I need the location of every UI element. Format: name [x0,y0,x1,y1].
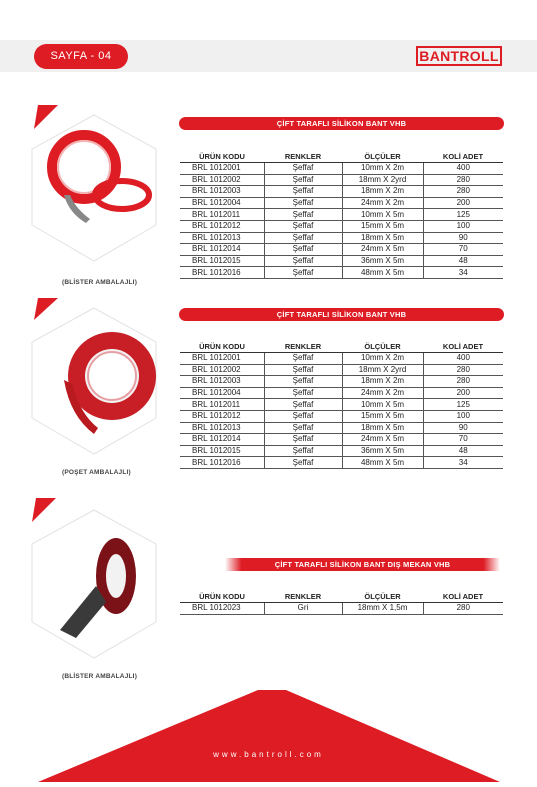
brand-logo-text: BANTROLL [419,48,499,64]
size-cell: 18mm X 5m [342,422,423,434]
qty-cell: 34 [423,457,503,469]
table-row [180,387,503,399]
product-code-cell: BRL 1012003 [180,376,264,388]
product-code-cell: BRL 1012004 [180,197,264,209]
col-header-qty: KOLİ ADET [423,591,503,603]
size-cell: 36mm X 5m [342,255,423,267]
product-code-cell: BRL 1012013 [180,422,264,434]
qty-cell: 400 [423,163,503,175]
size-cell: 18mm X 2m [342,376,423,388]
qty-cell: 90 [423,232,503,244]
qty-cell: 280 [423,174,503,186]
caption-2: (POŞET AMBALAJLI) [62,469,131,476]
caption-1: (BLİSTER AMBALAJLI) [62,279,138,286]
table-row [180,267,503,279]
qty-cell: 100 [423,220,503,232]
size-cell: 10mm X 5m [342,209,423,221]
product-code-cell: BRL 1012014 [180,434,264,446]
product-code-cell: BRL 1012011 [180,209,264,221]
table-row [180,353,503,365]
col-header-code: ÜRÜN KODU [180,341,264,353]
col-header-size: ÖLÇÜLER [342,591,423,603]
qty-cell: 48 [423,255,503,267]
col-header-code: ÜRÜN KODU [180,151,264,163]
qty-cell: 280 [423,364,503,376]
qty-cell: 125 [423,399,503,411]
product-code-cell: BRL 1012012 [180,410,264,422]
table-row [180,434,503,446]
caption-3: (BLİSTER AMBALAJLI) [62,673,138,680]
qty-cell: 70 [423,434,503,446]
table-row [180,197,503,209]
size-cell: 10mm X 5m [342,399,423,411]
qty-cell: 400 [423,353,503,365]
color-cell: Şeffaf [264,399,342,411]
color-cell: Şeffaf [264,186,342,198]
table-row [180,603,503,615]
size-cell: 24mm X 2m [342,197,423,209]
color-cell: Şeffaf [264,376,342,388]
product-code-cell: BRL 1012001 [180,353,264,365]
page-label: SAYFA - 04 [34,44,128,69]
col-header-qty: KOLİ ADET [423,341,503,353]
table-row [180,364,503,376]
color-cell: Şeffaf [264,255,342,267]
product-code-cell: BRL 1012016 [180,267,264,279]
qty-cell: 70 [423,244,503,256]
col-header-size: ÖLÇÜLER [342,151,423,163]
product-code-cell: BRL 1012012 [180,220,264,232]
product-code-cell: BRL 1012015 [180,445,264,457]
color-cell: Şeffaf [264,220,342,232]
color-cell: Şeffaf [264,410,342,422]
product-code-cell: BRL 1012014 [180,244,264,256]
size-cell: 24mm X 2m [342,387,423,399]
product-code-cell: BRL 1012015 [180,255,264,267]
qty-cell: 34 [423,267,503,279]
table-row [180,163,503,175]
size-cell: 15mm X 5m [342,410,423,422]
table-row [180,220,503,232]
table-row [180,445,503,457]
table-row [180,209,503,221]
color-cell: Şeffaf [264,457,342,469]
product-code-cell: BRL 1012023 [180,603,264,615]
product-table-2 [180,341,503,469]
size-cell: 15mm X 5m [342,220,423,232]
qty-cell: 200 [423,197,503,209]
qty-cell: 280 [423,376,503,388]
color-cell: Şeffaf [264,174,342,186]
color-cell: Şeffaf [264,197,342,209]
size-cell: 48mm X 5m [342,457,423,469]
product-code-cell: BRL 1012013 [180,232,264,244]
product-code-cell: BRL 1012011 [180,399,264,411]
size-cell: 36mm X 5m [342,445,423,457]
table-row [180,255,503,267]
table-row [180,457,503,469]
col-header-size: ÖLÇÜLER [342,341,423,353]
size-cell: 10mm X 2m [342,163,423,175]
size-cell: 18mm X 2m [342,186,423,198]
size-cell: 18mm X 5m [342,232,423,244]
brand-logo [416,46,502,66]
product-code-cell: BRL 1012016 [180,457,264,469]
qty-cell: 280 [423,603,503,615]
section-title-3: ÇİFT TARAFLI SİLİKON BANT DIŞ MEKAN VHB [225,558,500,571]
qty-cell: 125 [423,209,503,221]
qty-cell: 90 [423,422,503,434]
product-code-cell: BRL 1012002 [180,174,264,186]
footer-website: www.bantroll.com [213,750,324,759]
table-row [180,422,503,434]
color-cell: Şeffaf [264,434,342,446]
size-cell: 18mm X 2yrd [342,364,423,376]
product-code-cell: BRL 1012004 [180,387,264,399]
product-table-1 [180,151,503,279]
color-cell: Gri [264,603,342,615]
section-title-2: ÇİFT TARAFLI SİLİKON BANT VHB [179,308,504,321]
qty-cell: 48 [423,445,503,457]
size-cell: 18mm X 1,5m [342,603,423,615]
col-header-color: RENKLER [264,341,342,353]
product-code-cell: BRL 1012001 [180,163,264,175]
size-cell: 48mm X 5m [342,267,423,279]
table-row [180,244,503,256]
color-cell: Şeffaf [264,267,342,279]
qty-cell: 280 [423,186,503,198]
footer-shape [0,690,537,782]
size-cell: 10mm X 2m [342,353,423,365]
color-cell: Şeffaf [264,353,342,365]
size-cell: 24mm X 5m [342,244,423,256]
product-image-1 [24,103,164,273]
color-cell: Şeffaf [264,209,342,221]
qty-cell: 200 [423,387,503,399]
color-cell: Şeffaf [264,445,342,457]
color-cell: Şeffaf [264,364,342,376]
table-row [180,376,503,388]
col-header-color: RENKLER [264,591,342,603]
col-header-qty: KOLİ ADET [423,151,503,163]
col-header-code: ÜRÜN KODU [180,591,264,603]
col-header-color: RENKLER [264,151,342,163]
section-title-1: ÇİFT TARAFLI SİLİKON BANT VHB [179,117,504,130]
color-cell: Şeffaf [264,244,342,256]
table-row [180,174,503,186]
product-code-cell: BRL 1012003 [180,186,264,198]
table-row [180,232,503,244]
color-cell: Şeffaf [264,422,342,434]
qty-cell: 100 [423,410,503,422]
product-image-3 [24,498,164,668]
product-table-3 [180,591,503,615]
color-cell: Şeffaf [264,387,342,399]
table-row [180,186,503,198]
color-cell: Şeffaf [264,163,342,175]
product-image-2 [24,298,164,463]
color-cell: Şeffaf [264,232,342,244]
table-row [180,399,503,411]
product-code-cell: BRL 1012002 [180,364,264,376]
size-cell: 24mm X 5m [342,434,423,446]
table-row [180,410,503,422]
size-cell: 18mm X 2yrd [342,174,423,186]
